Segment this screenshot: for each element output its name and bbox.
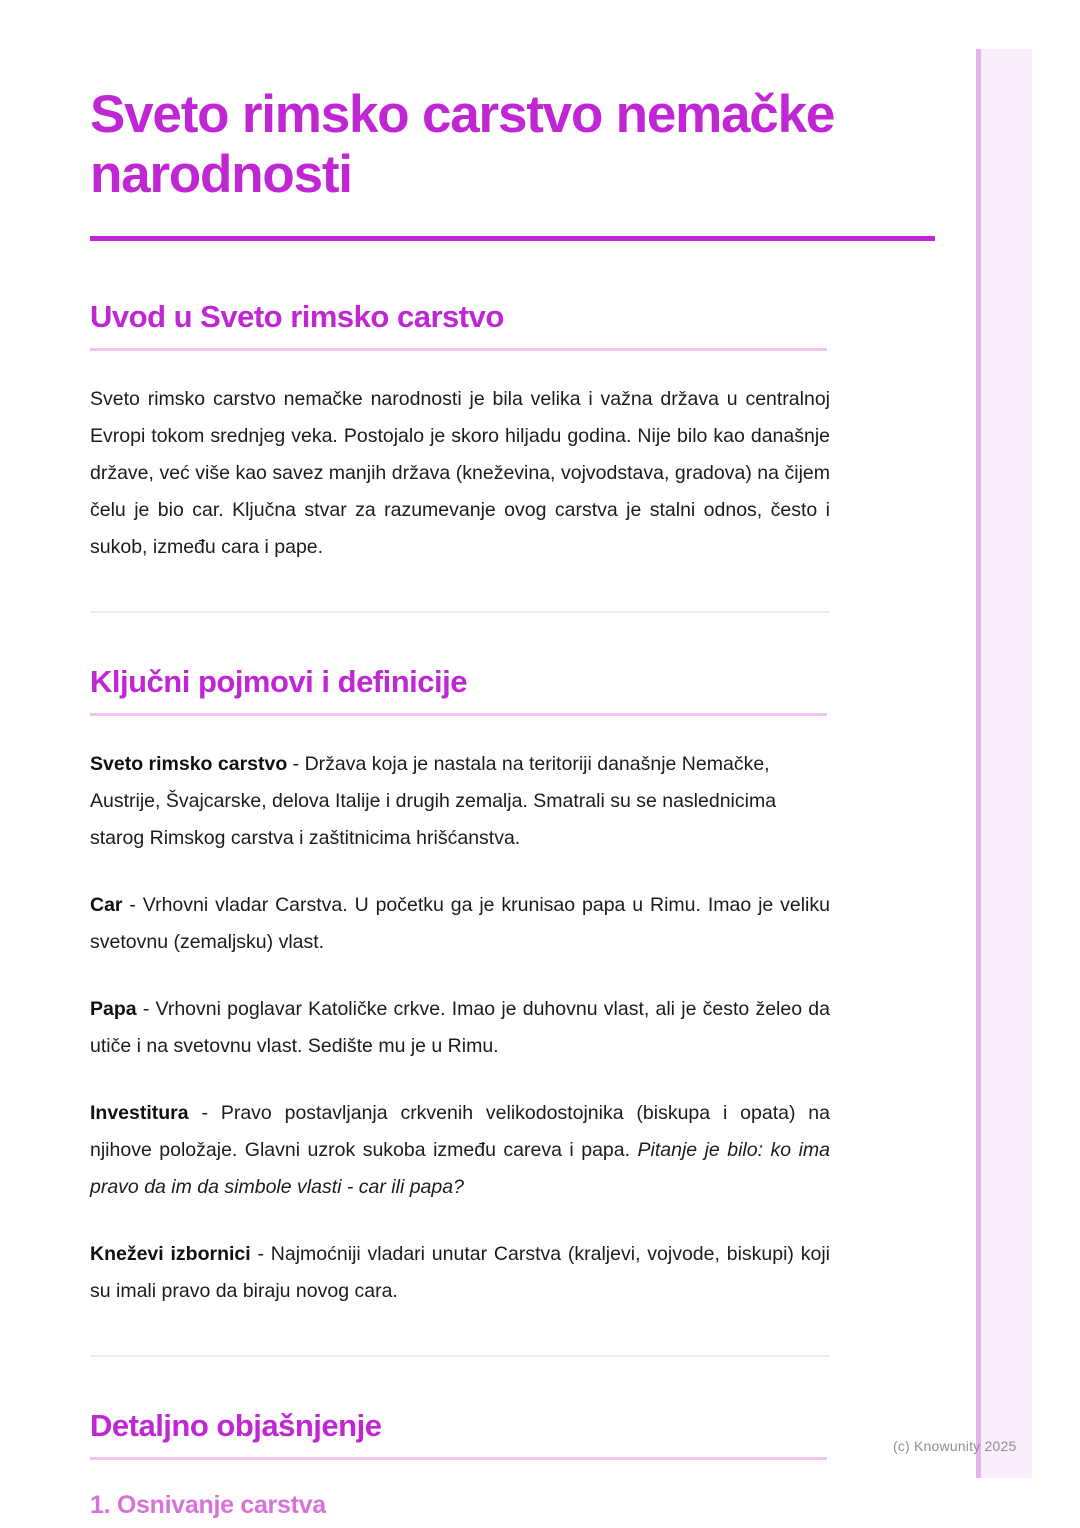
definition-paragraph: [90, 887, 830, 961]
section-heading: Detaljno objašnjenje: [90, 1408, 382, 1444]
text-run: Sveto rimsko carstvo nemačke narodnosti je bila velika i važna država u centralnoj Evropi tokom srednjeg veka. Postojalo je skoro hiljadu godina. Nije bilo kao današnje države, već više kao savez manjih država (kneževina, vojvodstava, gradova) na čijem čelu je bio car. Ključna stvar za razumevanje ovog carstva je stalni odnos, često i sukob, između cara i pape.: [90, 388, 830, 558]
definition-text: - Država koja je nastala na teritoriji današnje Nemačke, Austrije, Švajcarske, delova Italije i drugih zemalja. Smatrali su se naslednicima starog Rimskog carstva i zaštitnicima hrišćanstva.: [90, 753, 777, 850]
definition-text: - Vrhovni poglavar Katoličke crkve. Imao je duhovnu vlast, ali je često želeo da utiče i na svetovnu vlast. Sedište mu je u Rimu.: [90, 998, 830, 1058]
definition-paragraph: [90, 746, 830, 857]
definition-term: Kneževi izbornici: [90, 1243, 251, 1266]
definition-paragraph: [90, 1236, 830, 1310]
definition-term: Investitura: [90, 1102, 189, 1125]
page-title: Sveto rimsko carstvo nemačke narodnosti: [90, 85, 835, 205]
definition-paragraph: [90, 991, 830, 1065]
definition-text: - Najmoćniji vladari unutar Carstva (kraljevi, vojvode, biskupi) koji su imali pravo da biraju novog cara.: [90, 1243, 830, 1303]
section-kljucni-pojmovi: [90, 663, 830, 1310]
definition-text: - Pravo postavljanja crkvenih velikodostojnika (biskupa i opata) na njihove položaje. Glavni uzrok sukoba između careva i papa.: [90, 1102, 830, 1162]
document-content: [90, 0, 835, 1520]
definition-term: Sveto rimsko carstvo: [90, 753, 288, 776]
section-uvod: [90, 298, 830, 566]
definition-paragraph: [90, 1095, 830, 1206]
definition-text: - Vrhovni vladar Carstva. U početku ga je krunisao papa u Rimu. Imao je veliku svetovnu (zemaljsku) vlast.: [90, 894, 830, 954]
definition-term: Car: [90, 894, 123, 917]
definition-term: Papa: [90, 998, 137, 1021]
section-heading: Ključni pojmovi i definicije: [90, 664, 467, 699]
sub-heading: 1. Osnivanje carstva: [90, 1491, 326, 1520]
section-heading: Uvod u Sveto rimsko carstvo: [90, 298, 504, 334]
definition-emphasis: Pitanje je bilo: ko ima pravo da im da simbole vlasti - car ili papa?: [90, 1139, 830, 1199]
paragraph: [90, 381, 830, 566]
section-detaljno-objasnjenje: [90, 1407, 830, 1520]
copyright-watermark: (c) Knowunity 2025: [893, 1438, 1017, 1454]
